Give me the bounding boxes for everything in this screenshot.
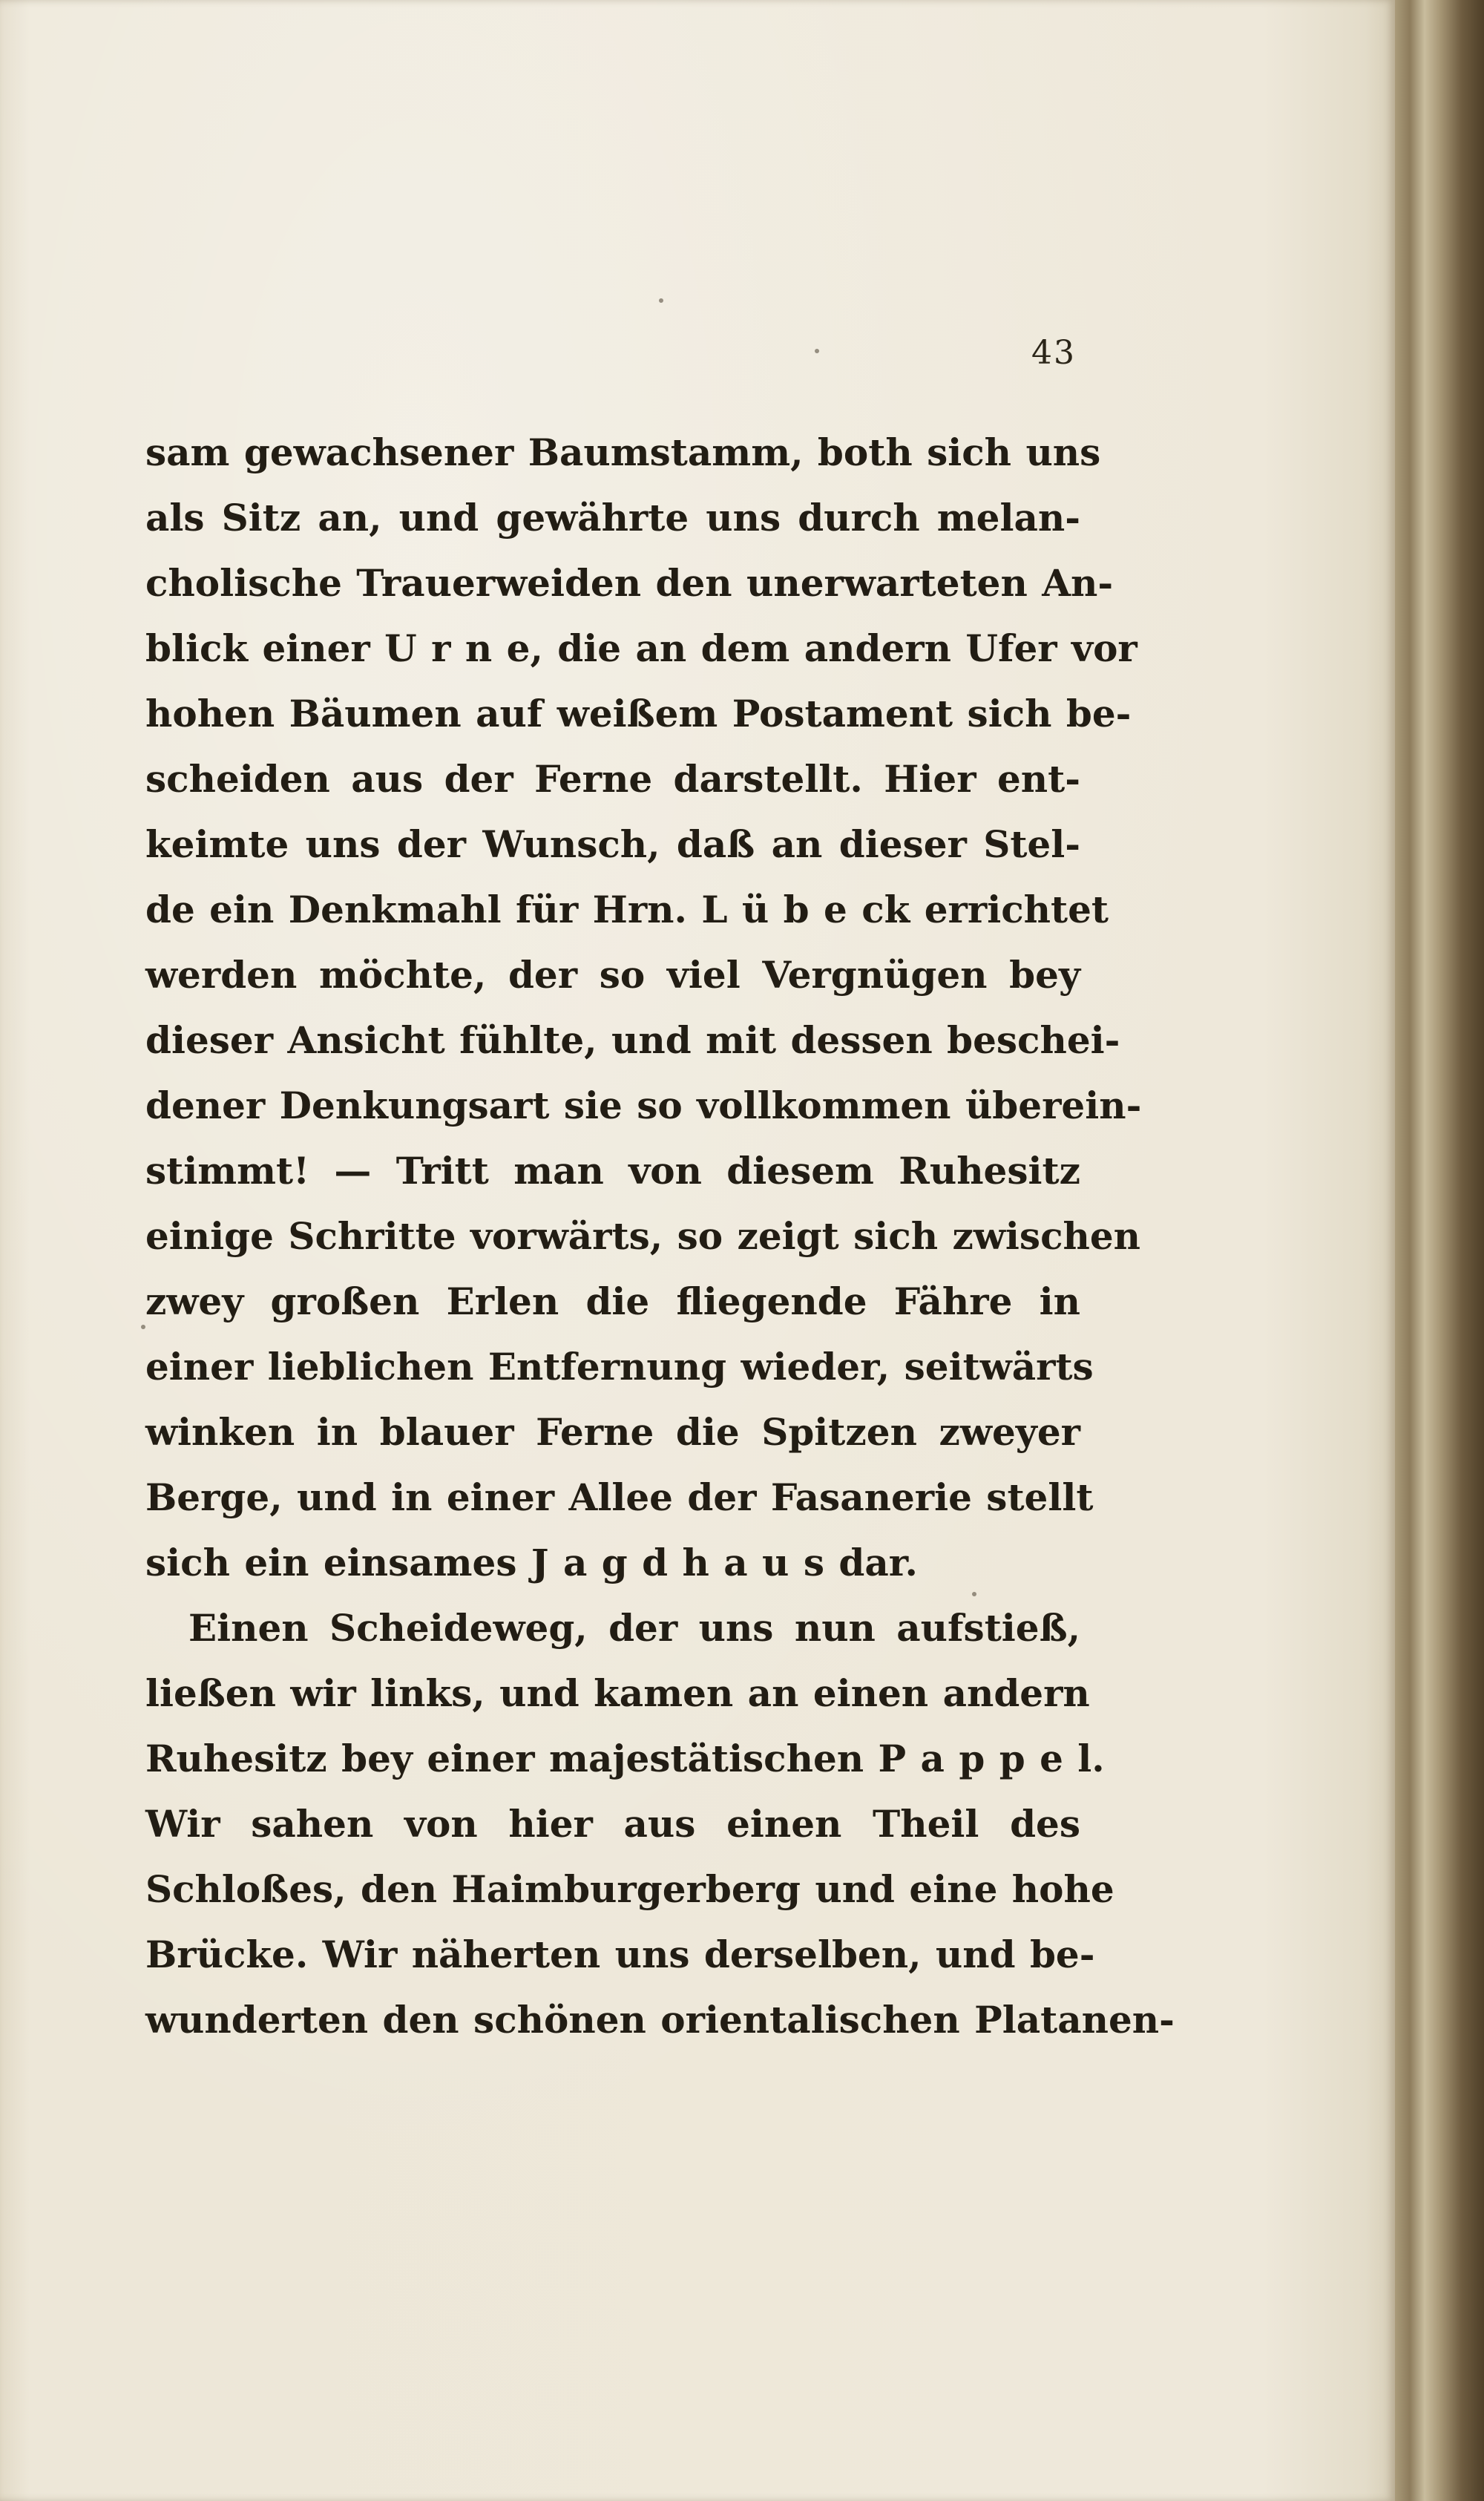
paper-speck — [659, 298, 663, 303]
text-line: sich ein einsames J a g d h a u s dar. — [145, 1541, 918, 1584]
text-line: scheiden aus der Ferne darstellt. Hier ent- — [145, 757, 1080, 801]
body-text — [145, 420, 1175, 2053]
text-line: wunderten den schönen orientalischen Platanen- — [145, 1998, 1175, 2042]
text-line: werden möchte, der so viel Vergnügen bey — [145, 953, 1080, 997]
text-line: ließen wir links, und kamen an einen andern — [145, 1671, 1090, 1715]
text-line: Berge, und in einer Allee der Fasanerie stellt — [145, 1475, 1094, 1519]
paper-speck — [972, 1592, 976, 1596]
text-line: Wir sahen von hier aus einen Theil des — [145, 1802, 1080, 1846]
page-header — [0, 327, 1395, 386]
text-line: zwey großen Erlen die fliegende Fähre in — [145, 1279, 1080, 1323]
text-line: Brücke. Wir näherten uns derselben, und be- — [145, 1933, 1095, 1976]
paragraph-first-line: Einen Scheideweg, der uns nun aufstieß, — [188, 1606, 1080, 1650]
text-line: einer lieblichen Entfernung wieder, seitwärts — [145, 1345, 1094, 1389]
text-line: Schloßes, den Haimburgerberg und eine hohe — [145, 1867, 1114, 1911]
text-line: einige Schritte vorwärts, so zeigt sich zwischen — [145, 1214, 1141, 1258]
text-line: winken in blauer Ferne die Spitzen zweyer — [145, 1410, 1080, 1454]
text-line: keimte uns der Wunsch, daß an dieser Stel- — [145, 822, 1080, 866]
text-line: als Sitz an, und gewährte uns durch melan- — [145, 496, 1080, 540]
page-number: 43 — [1031, 334, 1076, 372]
paper-speck — [815, 349, 819, 353]
text-line: blick einer U r n e, die an dem andern Ufer vor — [145, 626, 1137, 670]
text-line: hohen Bäumen auf weißem Postament sich be- — [145, 692, 1132, 735]
text-line: sam gewachsener Baumstamm, both sich uns — [145, 430, 1101, 474]
text-line: de ein Denkmahl für Hrn. L ü b e ck errichtet — [145, 888, 1109, 931]
text-line: dener Denkungsart sie so vollkommen überein- — [145, 1084, 1142, 1127]
text-line: dieser Ansicht fühlte, und mit dessen beschei- — [145, 1018, 1120, 1062]
text-line: Ruhesitz bey einer majestätischen P a p p e l. — [145, 1737, 1105, 1780]
text-line: cholische Trauerweiden den unerwarteten An- — [145, 561, 1114, 605]
text-line: stimmt! — Tritt man von diesem Ruhesitz — [145, 1149, 1080, 1193]
paper-speck — [141, 1325, 145, 1329]
